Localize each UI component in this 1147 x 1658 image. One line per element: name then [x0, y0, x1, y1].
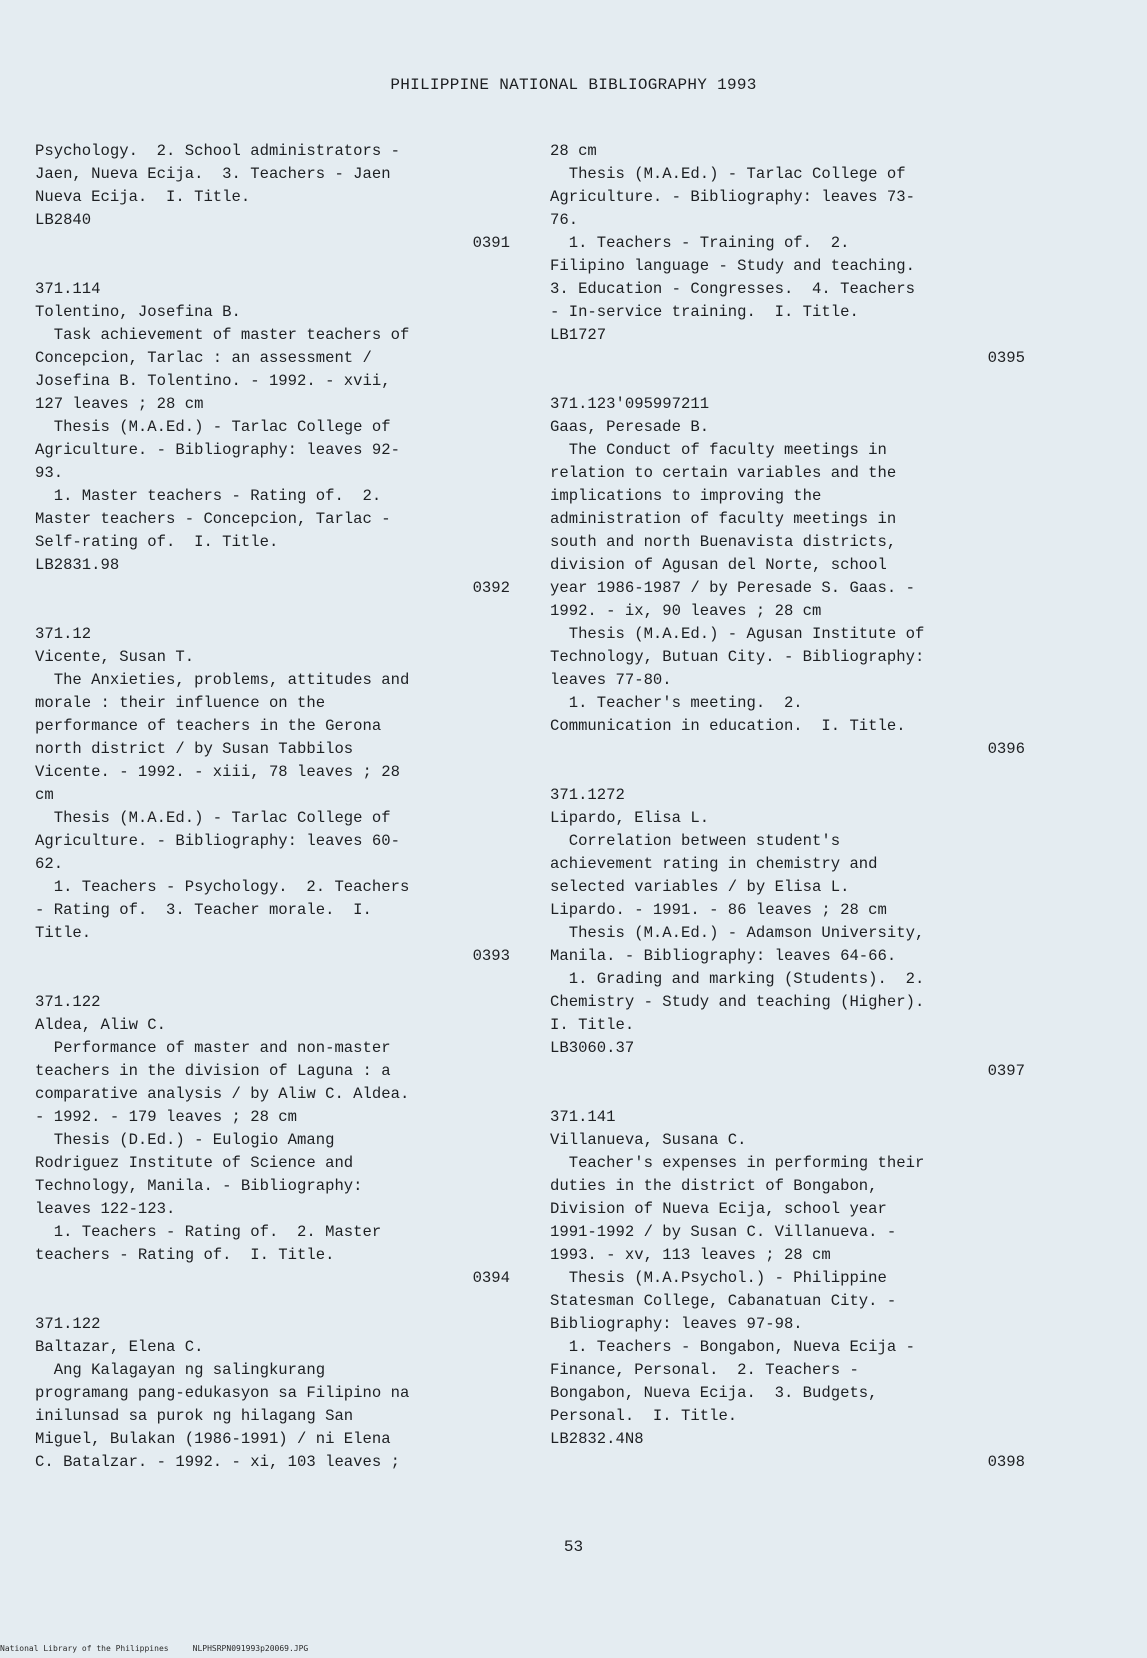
entry-line: - In-service training. I. Title.: [550, 303, 859, 321]
entry-line: Josefina B. Tolentino. - 1992. - xvii,: [35, 372, 391, 390]
entry-line: teachers - Rating of. I. Title.: [35, 1246, 335, 1264]
entry-line: I. Title.: [550, 1016, 635, 1034]
entry-line: north district / by Susan Tabbilos: [35, 740, 354, 758]
right-column: [550, 140, 1025, 1497]
entry-line: 1. Teacher's meeting. 2.: [550, 694, 803, 712]
entry-line: Lipardo. - 1991. - 86 leaves ; 28 cm: [550, 901, 887, 919]
entry-line: 3. Education - Congresses. 4. Teachers: [550, 280, 915, 298]
entry-line: C. Batalzar. - 1992. - xi, 103 leaves ;: [35, 1453, 400, 1471]
entry-line: south and north Buenavista districts,: [550, 533, 897, 551]
entry-line: Villanueva, Susana C.: [550, 1131, 747, 1149]
entry-line: 127 leaves ; 28 cm: [35, 395, 204, 413]
entry-line: Miguel, Bulakan (1986-1991) / ni Elena: [35, 1430, 391, 1448]
entry-line: Thesis (M.A.Ed.) - Adamson University,: [550, 924, 925, 942]
entry-line: performance of teachers in the Gerona: [35, 717, 382, 735]
entry-line: LB2831.98: [35, 556, 120, 574]
entry-line: - 1992. - 179 leaves ; 28 cm: [35, 1108, 298, 1126]
entry-line: Thesis (M.A.Ed.) - Tarlac College of: [550, 165, 906, 183]
entry-line: 371.122: [35, 1315, 101, 1333]
entry-line: cm: [35, 786, 54, 804]
entry-line: Bongabon, Nueva Ecija. 3. Budgets,: [550, 1384, 878, 1402]
entry-line: Agriculture. - Bibliography: leaves 92-: [35, 441, 400, 459]
entry-number: 0392: [472, 579, 510, 597]
entry-line: leaves 122-123.: [35, 1200, 176, 1218]
entry-line: 1. Master teachers - Rating of. 2.: [35, 487, 382, 505]
entry-gap: [35, 1290, 510, 1313]
entry-line: Aldea, Aliw C.: [35, 1016, 167, 1034]
entry-number: 0395: [987, 349, 1025, 367]
entry-line: Gaas, Peresade B.: [550, 418, 710, 436]
entry-line: LB2832.4N8: [550, 1430, 644, 1448]
entry-line: 1. Teachers - Psychology. 2. Teachers: [35, 878, 410, 896]
entry-line: 1. Teachers - Bongabon, Nueva Ecija -: [550, 1338, 915, 1356]
entry-line: 28 cm: [550, 142, 597, 160]
entry-line: selected variables / by Elisa L.: [550, 878, 850, 896]
entry-line: Thesis (M.A.Ed.) - Tarlac College of: [35, 418, 391, 436]
entry-number: 0393: [472, 947, 510, 965]
entry-gap: [550, 761, 1025, 784]
entry-line: Technology, Butuan City. - Bibliography:: [550, 648, 925, 666]
entry-line: Psychology. 2. School administrators -: [35, 142, 400, 160]
entry-line: Division of Nueva Ecija, school year: [550, 1200, 887, 1218]
entry-line: The Anxieties, problems, attitudes and: [35, 671, 410, 689]
entry-line: Bibliography: leaves 97-98.: [550, 1315, 803, 1333]
entry-line: 62.: [35, 855, 64, 873]
entry-line: 93.: [35, 464, 64, 482]
entry-line: administration of faculty meetings in: [550, 510, 897, 528]
entry-line: LB1727: [550, 326, 607, 344]
entry-line: 1. Teachers - Training of. 2.: [550, 234, 850, 252]
page-title: PHILIPPINE NATIONAL BIBLIOGRAPHY 1993: [390, 76, 757, 94]
bibliography-entry: [550, 784, 1025, 1106]
entry-line: - Rating of. 3. Teacher morale. I.: [35, 901, 372, 919]
entry-number: 0394: [472, 1269, 510, 1287]
entry-line: 371.122: [35, 993, 101, 1011]
entry-line: Title.: [35, 924, 92, 942]
entry-gap: [550, 1083, 1025, 1106]
entry-line: Thesis (M.A.Ed.) - Tarlac College of: [35, 809, 391, 827]
entry-number: 0396: [987, 740, 1025, 758]
entry-line: 1993. - xv, 113 leaves ; 28 cm: [550, 1246, 831, 1264]
entry-line: Filipino language - Study and teaching.: [550, 257, 915, 275]
entry-line: Technology, Manila. - Bibliography:: [35, 1177, 363, 1195]
entry-line: Lipardo, Elisa L.: [550, 809, 710, 827]
entry-line: Tolentino, Josefina B.: [35, 303, 241, 321]
entry-line: LB2840: [35, 211, 92, 229]
bibliography-entry: [550, 393, 1025, 784]
entry-gap: [35, 968, 510, 991]
entry-line: 371.114: [35, 280, 101, 298]
entry-line: Concepcion, Tarlac : an assessment /: [35, 349, 372, 367]
entry-line: year 1986-1987 / by Peresade S. Gaas. -: [550, 579, 915, 597]
entry-line: Teacher's expenses in performing their: [550, 1154, 925, 1172]
left-column: [35, 140, 510, 1474]
bibliography-entry: [35, 278, 510, 623]
entry-gap: [550, 370, 1025, 393]
entry-line: 371.1272: [550, 786, 625, 804]
entry-line: Ang Kalagayan ng salingkurang: [35, 1361, 326, 1379]
bibliography-entry: [35, 140, 510, 278]
entry-line: Nueva Ecija. I. Title.: [35, 188, 251, 206]
entry-line: 1992. - ix, 90 leaves ; 28 cm: [550, 602, 822, 620]
entry-line: division of Agusan del Norte, school: [550, 556, 887, 574]
entry-line: Communication in education. I. Title.: [550, 717, 906, 735]
entry-line: 371.141: [550, 1108, 616, 1126]
entry-line: Correlation between student's: [550, 832, 841, 850]
entry-gap: [550, 1474, 1025, 1497]
entry-line: Baltazar, Elena C.: [35, 1338, 204, 1356]
entry-line: Vicente. - 1992. - xiii, 78 leaves ; 28: [35, 763, 400, 781]
entry-line: 76.: [550, 211, 579, 229]
entry-line: Vicente, Susan T.: [35, 648, 195, 666]
entry-line: 1991-1992 / by Susan C. Villanueva. -: [550, 1223, 897, 1241]
entry-line: Thesis (D.Ed.) - Eulogio Amang: [35, 1131, 335, 1149]
page-number: 53: [563, 1538, 584, 1556]
entry-line: Jaen, Nueva Ecija. 3. Teachers - Jaen: [35, 165, 391, 183]
bibliography-entry: [35, 623, 510, 991]
entry-line: 371.12: [35, 625, 92, 643]
entry-line: Chemistry - Study and teaching (Higher).: [550, 993, 925, 1011]
entry-line: leaves 77-80.: [550, 671, 672, 689]
entry-gap: [35, 255, 510, 278]
scan-footer: National Library of the Philippines NLPHSRPN091993p20069.JPG: [0, 1644, 309, 1653]
entry-line: teachers in the division of Laguna : a: [35, 1062, 391, 1080]
entry-line: Rodriguez Institute of Science and: [35, 1154, 354, 1172]
entry-line: Manila. - Bibliography: leaves 64-66.: [550, 947, 897, 965]
entry-line: duties in the district of Bongabon,: [550, 1177, 878, 1195]
entry-number: 0391: [472, 234, 510, 252]
entry-line: Personal. I. Title.: [550, 1407, 738, 1425]
bibliography-entry: [35, 1313, 510, 1474]
entry-line: LB3060.37: [550, 1039, 635, 1057]
entry-number: 0397: [987, 1062, 1025, 1080]
entry-line: Task achievement of master teachers of: [35, 326, 410, 344]
entry-line: Self-rating of. I. Title.: [35, 533, 279, 551]
entry-line: Agriculture. - Bibliography: leaves 60-: [35, 832, 400, 850]
entry-line: morale : their influence on the: [35, 694, 326, 712]
entry-line: Finance, Personal. 2. Teachers -: [550, 1361, 859, 1379]
entry-line: relation to certain variables and the: [550, 464, 897, 482]
entry-line: 1. Grading and marking (Students). 2.: [550, 970, 925, 988]
entry-line: Performance of master and non-master: [35, 1039, 391, 1057]
entry-line: Thesis (M.A.Psychol.) - Philippine: [550, 1269, 887, 1287]
entry-line: Thesis (M.A.Ed.) - Agusan Institute of: [550, 625, 925, 643]
entry-line: comparative analysis / by Aliw C. Aldea.: [35, 1085, 410, 1103]
entry-line: implications to improving the: [550, 487, 822, 505]
entry-line: 371.123'095997211: [550, 395, 710, 413]
bibliography-entry: [35, 991, 510, 1313]
entry-line: Statesman College, Cabanatuan City. -: [550, 1292, 897, 1310]
entry-line: Master teachers - Concepcion, Tarlac -: [35, 510, 391, 528]
entry-line: The Conduct of faculty meetings in: [550, 441, 887, 459]
bibliography-entry: [550, 1106, 1025, 1497]
entry-line: inilunsad sa purok ng hilagang San: [35, 1407, 354, 1425]
bibliography-entry: [550, 140, 1025, 393]
entry-line: 1. Teachers - Rating of. 2. Master: [35, 1223, 382, 1241]
entry-gap: [35, 600, 510, 623]
entry-number: 0398: [987, 1453, 1025, 1471]
entry-line: achievement rating in chemistry and: [550, 855, 878, 873]
entry-line: programang pang-edukasyon sa Filipino na: [35, 1384, 410, 1402]
entry-line: Agriculture. - Bibliography: leaves 73-: [550, 188, 915, 206]
